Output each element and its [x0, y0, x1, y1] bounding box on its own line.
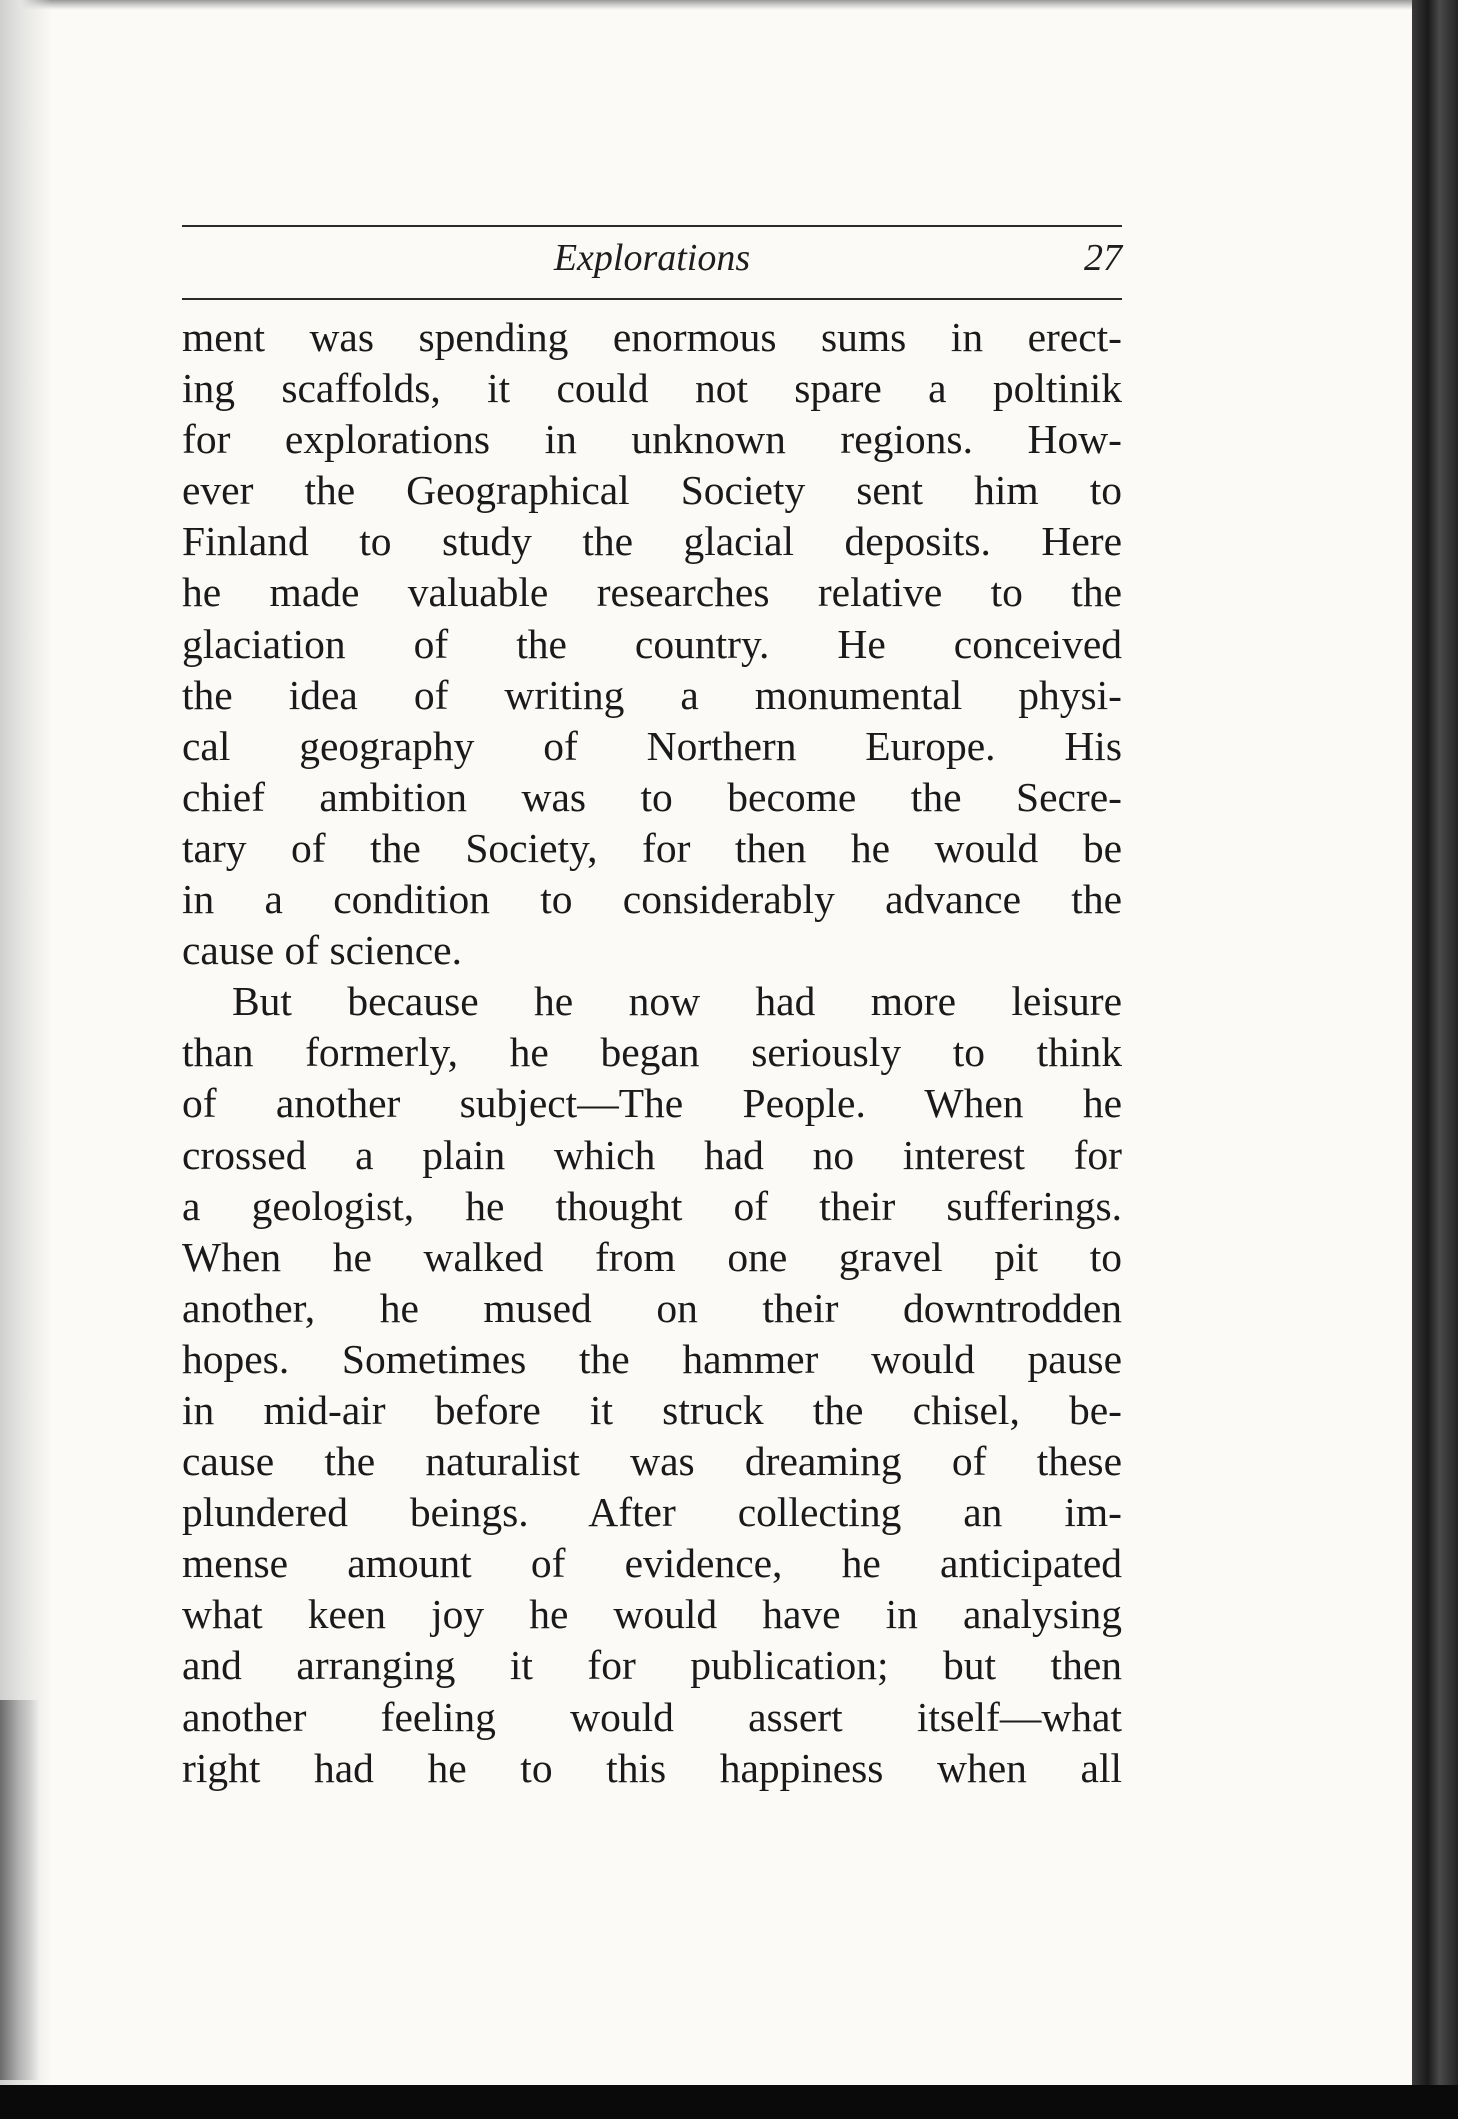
text-line: for explorations in unknown regions. How-	[182, 416, 1122, 463]
text-line: ever the Geographical Society sent him to	[182, 467, 1122, 514]
text-line: the idea of writing a monumental physi-	[182, 671, 1122, 718]
text-line: mense amount of evidence, he anticipated	[182, 1540, 1122, 1587]
text-line: crossed a plain which had no interest for	[182, 1131, 1122, 1178]
text-line: Finland to study the glacial deposits. Here	[182, 518, 1122, 565]
page-number: 27	[1084, 237, 1122, 279]
page-top-edge	[0, 0, 1412, 10]
text-line: plundered beings. After collecting an im-	[182, 1489, 1122, 1536]
text-line: of another subject—The People. When he	[182, 1080, 1122, 1127]
text-line: in a condition to considerably advance the	[182, 876, 1122, 923]
text-line: tary of the Society, for then he would be	[182, 824, 1122, 871]
text-line: in mid-air before it struck the chisel, be-	[182, 1386, 1122, 1433]
text-line: he made valuable researches relative to the	[182, 569, 1122, 616]
text-line: a geologist, he thought of their sufferings.	[182, 1182, 1122, 1229]
running-head-title: Explorations	[553, 237, 751, 279]
scan-bottom-edge	[0, 2085, 1458, 2119]
header-rule-bottom	[182, 298, 1122, 300]
text-line: hopes. Sometimes the hammer would pause	[182, 1335, 1122, 1382]
text-line: cause the naturalist was dreaming of these	[182, 1438, 1122, 1485]
text-line: When he walked from one gravel pit to	[182, 1233, 1122, 1280]
text-line: ment was spending enormous sums in erect-	[182, 314, 1122, 360]
paragraph-start-line: But because he now had more leisure	[232, 978, 1122, 1025]
text-line: chief ambition was to become the Secre-	[182, 773, 1122, 820]
text-line: right had he to this happiness when all	[182, 1744, 1122, 1791]
page-stack-edge	[1412, 0, 1458, 2085]
body-text	[182, 312, 1122, 1794]
running-head	[182, 236, 1122, 290]
paragraph-end-line: cause of science.	[182, 927, 462, 974]
header-rule-top	[182, 225, 1122, 227]
text-line: than formerly, he began seriously to think	[182, 1029, 1122, 1076]
text-line: glaciation of the country. He conceived	[182, 620, 1122, 667]
gutter-shadow-dark	[0, 1700, 40, 2080]
text-line: what keen joy he would have in analysing	[182, 1591, 1122, 1638]
text-line: and arranging it for publication; but then	[182, 1642, 1122, 1689]
text-line: cal geography of Northern Europe. His	[182, 722, 1122, 769]
text-line: another feeling would assert itself—what	[182, 1693, 1122, 1740]
text-line: ing scaffolds, it could not spare a poltinik	[182, 365, 1122, 412]
text-line: another, he mused on their downtrodden	[182, 1284, 1122, 1331]
